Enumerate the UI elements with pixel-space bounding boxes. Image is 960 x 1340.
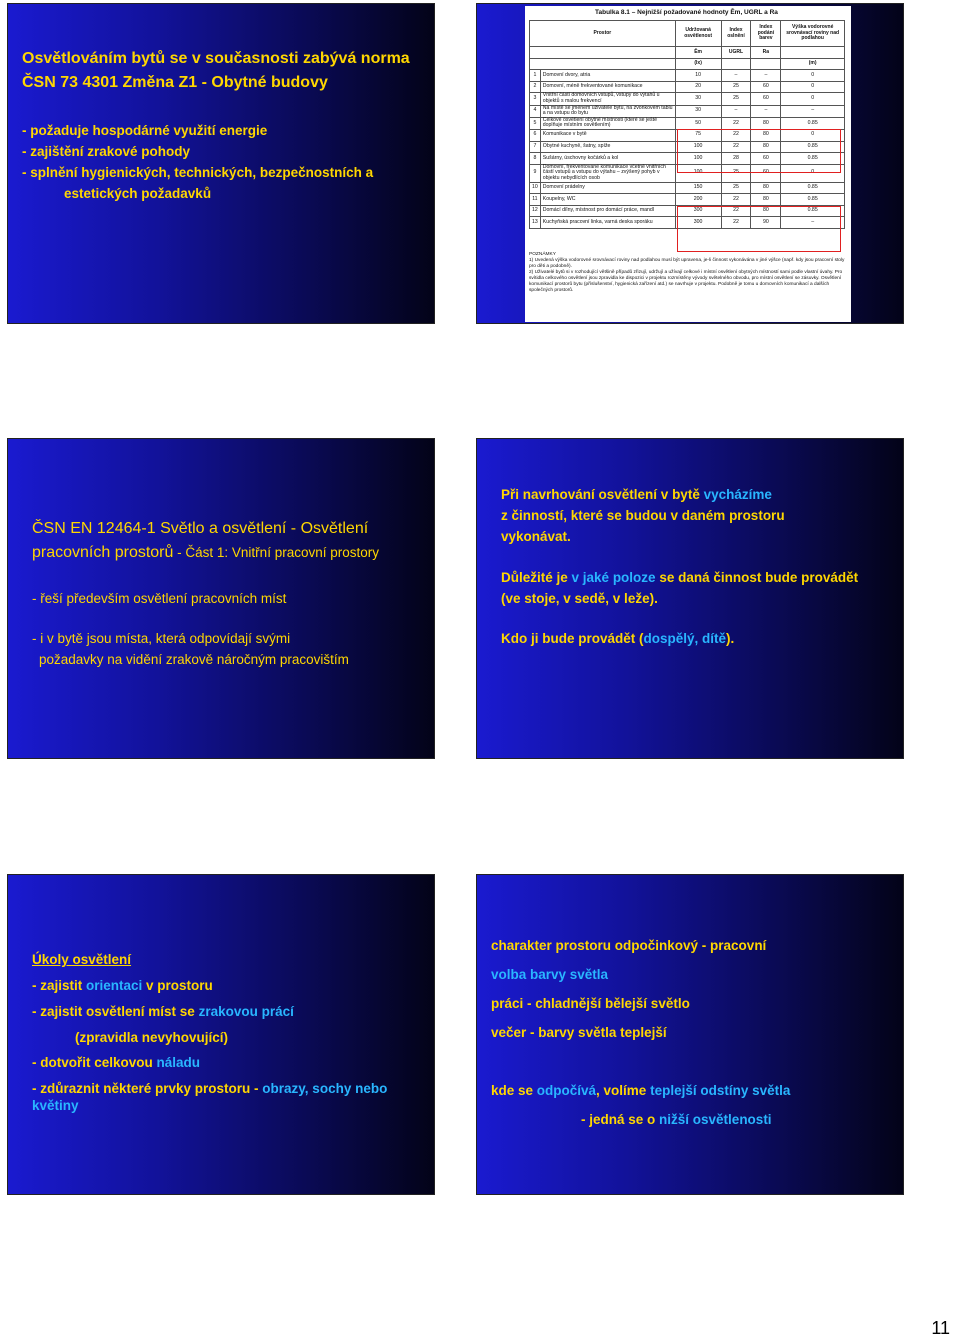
slide-5-heading: Úkoly osvětlení (32, 952, 132, 967)
slide-6-line-6: - jedná se o nižší osvětlenosti (581, 1112, 772, 1127)
slide-6-line-1: charakter prostoru odpočinkový - pracovní (491, 938, 767, 953)
table-cell-ra: 80 (751, 117, 781, 129)
table-cell-name: Domácí dílny, místnost pro domácí práce, mandl (540, 205, 675, 217)
table-caption: Tabulka 8.1 – Nejnižší požadované hodnoty Ēm, UGRL a Ra (595, 9, 778, 16)
subheader-em: Ēm (675, 47, 721, 59)
header-space: Prostor (530, 21, 676, 47)
table-row (530, 194, 845, 206)
table-cell-ra: 60 (751, 164, 781, 182)
table-cell-ra: 60 (751, 153, 781, 165)
slide-6-line-2: volba barvy světla (491, 967, 609, 982)
table-cell-name: Domovní, frekventované komunikace včetně vnitřních částí vstupů a vstupu do výtahu – zvýšený pohyb v objektu nebydlících osob (540, 164, 675, 182)
table-cell-ra: 80 (751, 194, 781, 206)
table-cell-ugr: 25 (721, 81, 751, 93)
header-glare: Index oslnění (721, 21, 751, 47)
table-cell-h: 0.85 (781, 194, 845, 206)
table-cell-ugr: 22 (721, 217, 751, 229)
table-cell-em: 200 (675, 194, 721, 206)
slide-4-para-2-line-1: Důležité je v jaké poloze se daná činnost bude provádět (501, 570, 859, 585)
table-cell-ugr: 22 (721, 205, 751, 217)
requirements-table (529, 20, 845, 229)
table-cell-em: 30 (675, 93, 721, 105)
table-cell-no: 8 (530, 153, 541, 165)
table-cell-no: 5 (530, 117, 541, 129)
slide-4-para-1-line-2: z činností, které se budou v daném prostoru (501, 508, 785, 523)
slide-1-bullet-3: - splnění hygienických, technických, bezpečnostních a (22, 165, 374, 180)
table-cell-em: 300 (675, 205, 721, 217)
table-cell-ra: 90 (751, 217, 781, 229)
table-cell-no: 2 (530, 81, 541, 93)
table-cell-ra: 60 (751, 81, 781, 93)
table-row (530, 182, 845, 194)
table-cell-em: 10 (675, 70, 721, 82)
slide-6 (476, 874, 904, 1195)
slide-4-para-1-line-3: vykonávat. (501, 529, 571, 544)
table-cell-no: 13 (530, 217, 541, 229)
table-cell-ra: 80 (751, 182, 781, 194)
table-cell-no: 10 (530, 182, 541, 194)
slide-5 (7, 874, 435, 1195)
table-cell-h: 0.85 (781, 205, 845, 217)
table-cell-ugr: – (721, 105, 751, 117)
table-cell-em: 100 (675, 153, 721, 165)
table-cell-h: 0.85 (781, 117, 845, 129)
slide-3-bullet-1: - řeší především osvětlení pracovních míst (32, 591, 287, 606)
header-illuminance: Udržovaná osvětlenost (675, 21, 721, 47)
table-cell-h: 0.85 (781, 153, 845, 165)
slide-1 (7, 3, 435, 324)
table-row (530, 70, 845, 82)
highlight-box-rows-10-13 (677, 206, 841, 252)
slide-3 (7, 438, 435, 759)
slide-6-line-5: kde se odpočívá, volíme teplejší odstíny světla (491, 1083, 791, 1098)
table-cell-no: 4 (530, 105, 541, 117)
subheader-ugr: UGRL (721, 47, 751, 59)
page-number: 11 (931, 1318, 950, 1338)
slide-4-para-2-line-2: (ve stoje, v sedě, v leže). (501, 591, 658, 606)
slide-5-line-1: - zajistit orientaci v prostoru (32, 978, 213, 993)
slide-6-line-4: večer - barvy světla teplejší (491, 1025, 667, 1040)
slide-4 (476, 438, 904, 759)
table-cell-no: 6 (530, 129, 541, 141)
table-cell-h: 0 (781, 93, 845, 105)
table-cell-no: 12 (530, 205, 541, 217)
table-cell-no: 9 (530, 164, 541, 182)
table-cell-no: 1 (530, 70, 541, 82)
table-cell-name: Na místě se jménem uživatele bytu, na zvonkovém tablu a na vstupu do bytu (540, 105, 675, 117)
unit-m: (m) (781, 58, 845, 70)
table-row (530, 117, 845, 129)
table-cell-name: Domovní prádelny (540, 182, 675, 194)
slide-4-para-3: Kdo ji bude provádět (dospělý, dítě). (501, 631, 735, 646)
table-cell-h: 0 (781, 129, 845, 141)
table-cell-ugr: 25 (721, 164, 751, 182)
table-cell-name: Kuchyňská pracovní linka, varná deska sporáku (540, 217, 675, 229)
table-cell-ugr: 28 (721, 153, 751, 165)
table-cell-name: Sušárny, úschovny kočárků a kol (540, 153, 675, 165)
table-cell-em: 150 (675, 182, 721, 194)
table-cell-em: 20 (675, 81, 721, 93)
header-cri: Index podání barev (751, 21, 781, 47)
table-cell-ugr: 22 (721, 117, 751, 129)
table-cell-ra: 80 (751, 129, 781, 141)
table-cell-ugr: 22 (721, 141, 751, 153)
slide-1-bullet-4: estetických požadavků (64, 186, 212, 201)
slide-3-title-line-2: pracovních prostorů - Část 1: Vnitřní pracovní prostory (32, 544, 379, 561)
table-cell-h: – (781, 217, 845, 229)
table-cell-ra: – (751, 70, 781, 82)
table-cell-h: – (781, 105, 845, 117)
standard-table-image (525, 6, 851, 322)
table-cell-ra: – (751, 105, 781, 117)
slide-3-bullet-2a: - i v bytě jsou místa, která odpovídají svými (32, 631, 291, 646)
slide-1-bullet-2: - zajištění zrakové pohody (22, 144, 191, 159)
slide-5-line-2: - zajistit osvětlení míst se zrakovou prácí (32, 1004, 294, 1019)
table-cell-name: Domovní dvory, atria (540, 70, 675, 82)
table-cell-em: 100 (675, 164, 721, 182)
slide-1-title: Osvětlováním bytů se v současnosti zabývá norma ČSN 73 4301 Změna Z1 - Obytné budovy (22, 50, 410, 91)
subheader-ra: Ra (751, 47, 781, 59)
table-cell-ugr: 25 (721, 182, 751, 194)
table-cell-ra: 60 (751, 93, 781, 105)
slide-2 (476, 3, 904, 324)
table-cell-name: Domovní, méně frekventované komunikace (540, 81, 675, 93)
slide-3-bullet-2b: požadavky na vidění zrakově náročným pracovištím (39, 652, 349, 667)
table-cell-name: Komunikace v bytě (540, 129, 675, 141)
table-cell-h: 0.85 (781, 141, 845, 153)
table-cell-no: 11 (530, 194, 541, 206)
note-1: 1) Uvedená výška vodorovné srovnávací roviny nad podlahou musí být upravena, je-li činnost vykonávána v jiné výšce (např. kdy jsou pracovní stoly pro děti a podobně). (529, 258, 845, 269)
table-cell-em: 100 (675, 141, 721, 153)
table-cell-em: 300 (675, 217, 721, 229)
table-cell-h: 0 (781, 70, 845, 82)
table-row (530, 93, 845, 105)
table-cell-h: 0.85 (781, 182, 845, 194)
slide-4-para-1-line-1: Při navrhování osvětlení v bytě vycházíme (501, 487, 772, 502)
slide-5-line-6: květiny (32, 1098, 79, 1113)
slide-3-title-line-1: ČSN EN 12464-1 Světlo a osvětlení - Osvětlení (32, 520, 369, 537)
table-cell-name: Koupelny, WC (540, 194, 675, 206)
table-cell-ugr: 22 (721, 129, 751, 141)
slide-5-line-5: - zdůraznit některé prvky prostoru - obrazy, sochy nebo (32, 1081, 388, 1096)
table-notes (529, 252, 845, 294)
table-cell-h: 0 (781, 164, 845, 182)
highlight-box-rows-5-7 (677, 129, 841, 173)
table-cell-name: Obytné kuchyně, šatny, spíže (540, 141, 675, 153)
slide-6-line-3: práci - chladnější bělejší světlo (491, 996, 690, 1011)
table-cell-em: 50 (675, 117, 721, 129)
table-cell-em: 75 (675, 129, 721, 141)
slide-1-bullet-1: - požaduje hospodárné využití energie (22, 123, 268, 138)
table-cell-ugr: 25 (721, 93, 751, 105)
table-cell-ugr: 22 (721, 194, 751, 206)
notes-title: POZNÁMKY (529, 252, 556, 257)
table-cell-no: 7 (530, 141, 541, 153)
table-cell-name: Vnitřní části domovních vstupů, vstupy do výtahů u objektů s malou frekvencí (540, 93, 675, 105)
table-cell-no: 3 (530, 93, 541, 105)
table-row (530, 105, 845, 117)
slide-5-line-4: - dotvořit celkovou náladu (32, 1055, 201, 1070)
table-cell-ra: 80 (751, 205, 781, 217)
unit-lx: (lx) (675, 58, 721, 70)
header-height: Výška vodorovné srovnávací roviny nad podlahou (781, 21, 845, 47)
slide-5-line-3: (zpravidla nevyhovující) (75, 1030, 229, 1045)
table-cell-h: 0 (781, 81, 845, 93)
table-cell-ra: 80 (751, 141, 781, 153)
table-cell-name: Celkové osvětlení obytné místnosti (které se ještě doplňuje místním osvětlením) (540, 117, 675, 129)
note-2: 2) Uživatelé bytů si v rozhodující většině případů zřizují, udržují a užívají celkové i místní osvětlení obytných místností sami podle vlastní úvahy. Pro svítidla celkového osvětlení jsou zpravidla ke dispozici v projektu rozmístěny vývody světelného obvodu, pro místní osvětlení se zásuvky. Osvětlení komunikací prostorů bytu (příslušenství, hygienická zařízení atd.) se navrhuje v projektu. Podobně je tomu u domovních komunikací a dalších společných prostorů. (529, 270, 843, 293)
table-cell-ugr: – (721, 70, 751, 82)
table-cell-em: 30 (675, 105, 721, 117)
